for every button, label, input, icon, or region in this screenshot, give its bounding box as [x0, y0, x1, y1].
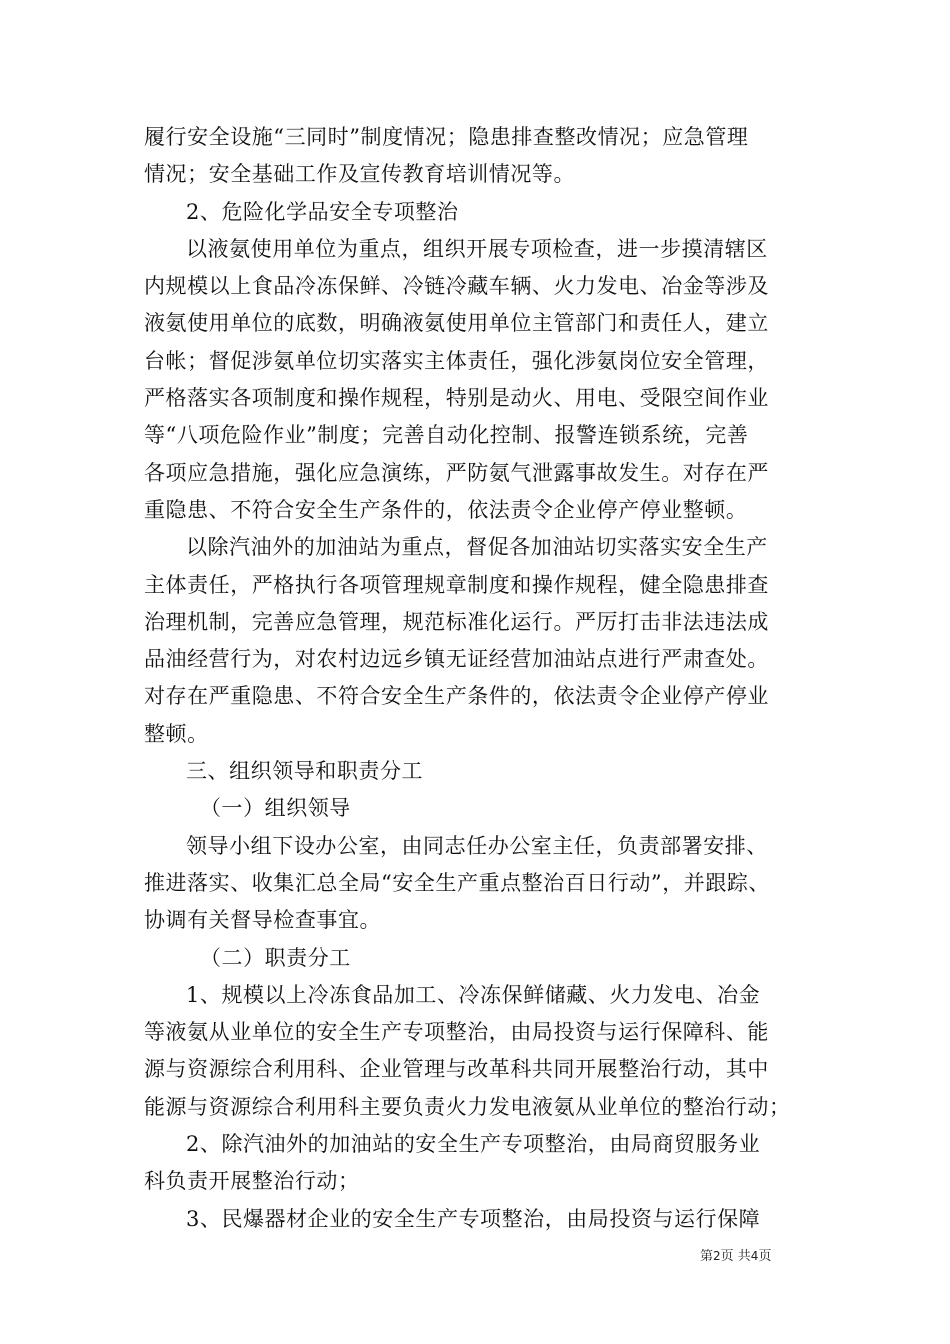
document-body [144, 119, 808, 1238]
text-line: 能源与资源综合利用科主要负责火力发电液氨从业单位的整治行动； [144, 1094, 791, 1119]
text-line: 台帐；督促涉氨单位切实落实主体责任，强化涉氨岗位安全管理， [144, 348, 769, 373]
text-line: 对存在严重隐患、不符合安全生产条件的，依法责令企业停产停业 [144, 684, 769, 709]
text-line: 治理机制，完善应急管理，规范标准化运行。严厉打击非法违法成 [144, 609, 769, 634]
text-line: 各项应急措施，强化应急演练，严防氨气泄露事故发生。对存在严 [144, 460, 769, 485]
text-line: 协调有关督导检查事宜。 [144, 908, 382, 933]
text-line: 履行安全设施“三同时”制度情况；隐患排查整改情况；应急管理 [144, 125, 749, 149]
footer-prefix: 第 [700, 1249, 714, 1264]
section-heading: 三、组织领导和职责分工 [186, 759, 424, 784]
paragraph-start: 2、除汽油外的加油站的安全生产专项整治，由局商贸服务业 [186, 1132, 761, 1157]
paragraph-start: 以液氨使用单位为重点，组织开展专项检查，进一步摸清辖区 [186, 236, 768, 261]
page-footer [700, 1247, 830, 1266]
paragraph-start: 3、民爆器材企业的安全生产专项整治，由局投资与运行保障 [186, 1206, 761, 1231]
text-line: 源与资源综合利用科、企业管理与改革科共同开展整治行动，其中 [144, 1057, 769, 1082]
subsection-heading: （一）组织领导 [200, 796, 351, 821]
current-page-number: 2 [713, 1249, 721, 1263]
text-line: 内规模以上食品冷冻保鲜、冷链冷藏车辆、火力发电、冶金等涉及 [144, 274, 769, 299]
text-line: 严格落实各项制度和操作规程，特别是动火、用电、受限空间作业 [144, 386, 769, 411]
section-heading: 2、危险化学品安全专项整治 [186, 199, 459, 224]
text-line: 液氨使用单位的底数，明确液氨使用单位主管部门和责任人，建立 [144, 311, 769, 336]
paragraph-start: 1、规模以上冷冻食品加工、冷冻保鲜储藏、火力发电、冶金 [186, 982, 761, 1007]
text-line: 情况；安全基础工作及宣传教育培训情况等。 [144, 162, 575, 187]
text-line: 等液氨从业单位的安全生产专项整治，由局投资与运行保障科、能 [144, 1020, 769, 1045]
text-line: 等“八项危险作业”制度；完善自动化控制、报警连锁系统，完善 [144, 423, 749, 448]
footer-mid: 页 共 [720, 1249, 751, 1264]
paragraph-start: 以除汽油外的加油站为重点，督促各加油站切实落实安全生产 [186, 535, 768, 560]
text-line: 科负责开展整治行动； [144, 1169, 360, 1194]
text-line: 整顿。 [144, 721, 209, 746]
text-line: 重隐患、不符合安全生产条件的，依法责令企业停产停业整顿。 [144, 497, 748, 522]
text-line: 推进落实、收集汇总全局“安全生产重点整治百日行动”，并跟踪、 [144, 870, 770, 895]
text-line: 品油经营行为，对农村边远乡镇无证经营加油站点进行严肃查处。 [144, 647, 769, 672]
text-line: 主体责任，严格执行各项管理规章制度和操作规程，健全隐患排查 [144, 572, 769, 597]
paragraph-start: 领导小组下设办公室，由同志任办公室主任，负责部署安排、 [186, 833, 768, 858]
footer-suffix: 页 [758, 1249, 772, 1264]
total-page-number: 4 [750, 1249, 759, 1263]
subsection-heading: （二）职责分工 [200, 945, 351, 970]
